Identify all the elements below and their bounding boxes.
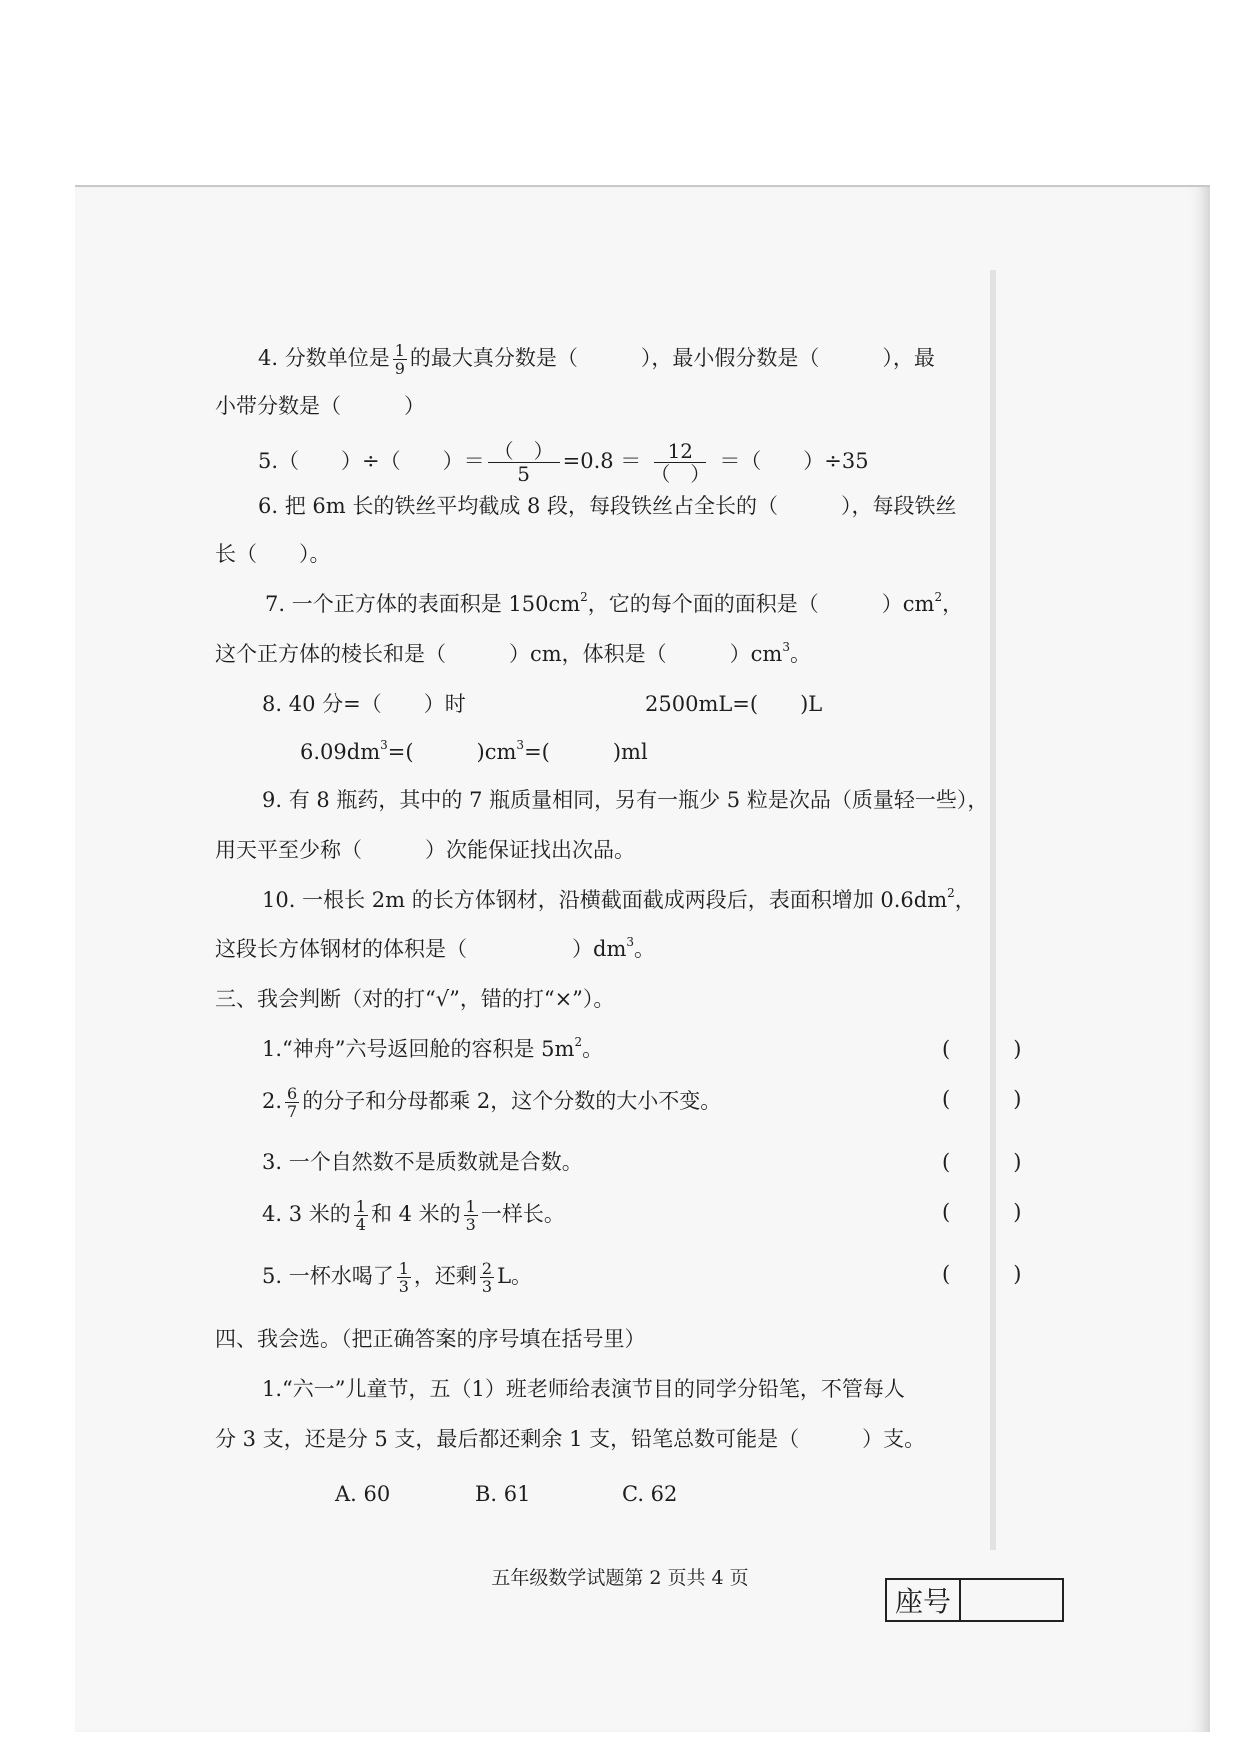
- choice-question-1-line-1: 1.“六一”儿童节，五（1）班老师给表演节目的同学分铅笔，不管每人: [262, 1377, 905, 1401]
- judge-answer-4[interactable]: ( ): [942, 1200, 1022, 1224]
- fraction-1-4: $\frac{1}{4}$: [355, 1197, 366, 1234]
- question-9-line-1: 9. 有 8 瓶药，其中的 7 瓶质量相同，另有一瓶少 5 粒是次品（质量轻一些），: [262, 788, 989, 812]
- question-4-line-2: 小带分数是（ ）: [215, 394, 425, 418]
- fraction-1-3b: $\frac{1}{3}$: [398, 1259, 409, 1296]
- judge-answer-1[interactable]: ( ): [942, 1037, 1022, 1061]
- fraction-2-3: $\frac{2}{3}$: [481, 1259, 493, 1296]
- fraction-6-7: $\frac{6}{7}$: [287, 1084, 298, 1121]
- seat-label: 座号: [887, 1580, 961, 1620]
- fraction-1-3: $\frac{1}{3}$: [465, 1197, 476, 1234]
- option-b[interactable]: B. 61: [475, 1482, 531, 1506]
- question-7-line-2: 这个正方体的棱长和是（ ）cm，体积是（ ）$cm^3$。: [215, 640, 811, 666]
- question-8-part-c: $6.09dm^3=$( )$cm^3=$( )ml: [300, 738, 648, 764]
- question-5: 5.（ ）÷（ ）＝ $\frac{( )}{5}$ =0.8 ＝ $\frac{12}{( )}$ ＝（ ）÷35: [258, 439, 869, 486]
- question-9-line-2: 用天平至少称（ ）次能保证找出次品。: [215, 838, 635, 862]
- option-c[interactable]: C. 62: [622, 1482, 678, 1506]
- judge-item-2: 2. $\frac{6}{7}$ 的分子和分母都乘 2，这个分数的大小不变。: [262, 1084, 722, 1121]
- judge-item-4: 4. 3 米的 $\frac{1}{4}$ 和 4 米的 $\frac{1}{3}$ 一样长。: [262, 1197, 565, 1234]
- fraction-1-9: $\frac{1}{9}$: [394, 341, 405, 378]
- judge-answer-2[interactable]: ( ): [942, 1087, 1022, 1111]
- judge-item-3: 3. 一个自然数不是质数就是合数。: [262, 1150, 583, 1174]
- judge-item-5: 5. 一杯水喝了 $\frac{1}{3}$ ，还剩 $\frac{2}{3}$ L。: [262, 1259, 533, 1296]
- bleed-through-shadow: [990, 270, 996, 1550]
- question-6-line-2: 长（ ）。: [215, 542, 331, 566]
- judge-answer-3[interactable]: ( ): [942, 1150, 1022, 1174]
- question-8-part-a: 8. 40 分=（ ）时: [262, 692, 466, 716]
- seat-number-box: [885, 1578, 1064, 1622]
- choice-question-1-line-2: 分 3 支，还是分 5 支，最后都还剩余 1 支，铅笔总数可能是（ ）支。: [215, 1427, 926, 1451]
- question-4-line-1: 4. 分数单位是 $\frac{1}{9}$ 的最大真分数是（ ），最小假分数是（ ），最: [258, 341, 935, 378]
- fraction-blank-over-5: $\frac{( )}{5}$: [488, 440, 560, 485]
- fraction-12-over-blank: $\frac{12}{( )}$: [650, 439, 711, 486]
- section-4-title: 四、我会选。（把正确答案的序号填在括号里）: [215, 1327, 646, 1351]
- judge-answer-5[interactable]: ( ): [942, 1262, 1022, 1286]
- question-10-line-2: 这段长方体钢材的体积是（ ）$dm^3$。: [215, 935, 655, 961]
- page-footer: 五年级数学试题第 2 页共 4 页: [491, 1567, 749, 1589]
- question-6-line-1: 6. 把 6m 长的铁丝平均截成 8 段，每段铁丝占全长的（ ），每段铁丝: [258, 494, 957, 518]
- question-7-line-1: 7. 一个正方体的表面积是 $150cm^2$，它的每个面的面积是（ ）$cm^2$，: [265, 590, 964, 616]
- judge-item-1: 1.“神舟”六号返回舱的容积是 $5m^2$。: [262, 1035, 604, 1061]
- option-a[interactable]: A. 60: [335, 1482, 391, 1506]
- question-8-part-b: 2500mL=( )L: [645, 692, 823, 716]
- question-10-line-1: 10. 一根长 2m 的长方体钢材，沿横截面截成两段后，表面积增加 $0.6dm^2$，: [262, 886, 976, 912]
- section-3-title: 三、我会判断（对的打“√”，错的打“×”）。: [215, 987, 615, 1011]
